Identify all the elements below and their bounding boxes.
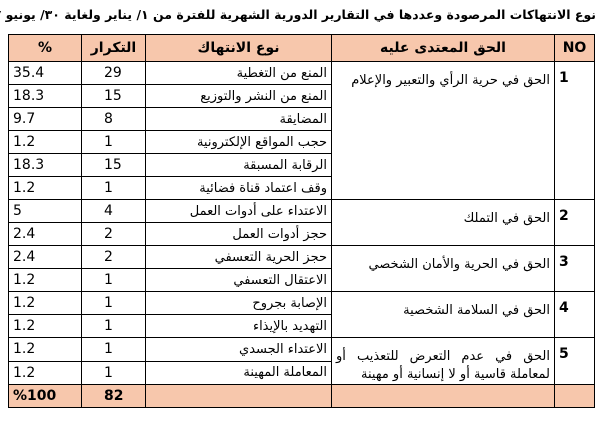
no-cell: 3 xyxy=(555,246,595,292)
type-cell: حجب المواقع الإلكترونية xyxy=(146,131,332,154)
total-empty-right xyxy=(332,385,555,408)
count-cell: 15 xyxy=(82,154,146,177)
header-pct: % xyxy=(9,35,82,62)
table-row xyxy=(9,246,595,269)
no-cell: 5 xyxy=(555,338,595,385)
pct-cell: 1.2 xyxy=(9,338,82,362)
pct-cell: 5 xyxy=(9,200,82,223)
type-cell: الاعتداء على أدوات العمل xyxy=(146,200,332,223)
no-cell: 4 xyxy=(555,292,595,338)
type-cell: حجز أدوات العمل xyxy=(146,223,332,246)
no-cell: 1 xyxy=(555,62,595,200)
total-empty-type xyxy=(146,385,332,408)
type-cell: وقف اعتماد قناة فضائية xyxy=(146,177,332,200)
pct-cell: 2.4 xyxy=(9,246,82,269)
count-cell: 1 xyxy=(82,177,146,200)
violations-table xyxy=(8,34,595,408)
right-cell: الحق في السلامة الشخصية xyxy=(332,292,555,338)
count-cell: 2 xyxy=(82,246,146,269)
type-cell: المنع من التغطية xyxy=(146,62,332,85)
type-cell: الرقابة المسبقة xyxy=(146,154,332,177)
pct-cell: 1.2 xyxy=(9,361,82,385)
count-cell: 1 xyxy=(82,315,146,338)
type-cell: المنع من النشر والتوزيع xyxy=(146,85,332,108)
header-right: الحق المعتدى عليه xyxy=(332,35,555,62)
table-title: نوع الانتهاكات المرصودة وعددها في التقارير الدورية الشهرية للفترة من ١/ يناير ولغاية ٣٠/ يونيو xyxy=(5,7,596,22)
header-no: NO xyxy=(555,35,595,62)
pct-cell: 1.2 xyxy=(9,292,82,315)
type-cell: الاعتقال التعسفي xyxy=(146,269,332,292)
table-row xyxy=(9,62,595,85)
right-cell: الحق في الحرية والأمان الشخصي xyxy=(332,246,555,292)
count-cell: 1 xyxy=(82,269,146,292)
count-cell: 1 xyxy=(82,361,146,385)
type-cell: حجز الحرية التعسفي xyxy=(146,246,332,269)
total-pct: %100 xyxy=(9,385,82,408)
pct-cell: 1.2 xyxy=(9,177,82,200)
pct-cell: 9.7 xyxy=(9,108,82,131)
right-cell: الحق في عدم التعرض للتعذيب أو لمعاملة قاسية أو لا إنسانية أو مهينة xyxy=(332,338,555,385)
pct-cell: 1.2 xyxy=(9,269,82,292)
type-cell: المضايقة xyxy=(146,108,332,131)
count-cell: 1 xyxy=(82,131,146,154)
table-row xyxy=(9,338,595,362)
header-type: نوع الانتهاك xyxy=(146,35,332,62)
header-row xyxy=(9,35,595,62)
pct-cell: 1.2 xyxy=(9,315,82,338)
total-row xyxy=(9,385,595,408)
count-cell: 15 xyxy=(82,85,146,108)
type-cell: الاعتداء الجسدي xyxy=(146,338,332,362)
count-cell: 8 xyxy=(82,108,146,131)
no-cell: 2 xyxy=(555,200,595,246)
table-row xyxy=(9,200,595,223)
type-cell: المعاملة المهينة xyxy=(146,361,332,385)
right-cell: الحق في حرية الرأي والتعبير والإعلام xyxy=(332,62,555,200)
count-cell: 2 xyxy=(82,223,146,246)
table-row xyxy=(9,292,595,315)
right-cell: الحق في التملك xyxy=(332,200,555,246)
total-empty-no xyxy=(555,385,595,408)
count-cell: 29 xyxy=(82,62,146,85)
count-cell: 4 xyxy=(82,200,146,223)
pct-cell: 1.2 xyxy=(9,131,82,154)
count-cell: 1 xyxy=(82,292,146,315)
pct-cell: 2.4 xyxy=(9,223,82,246)
count-cell: 1 xyxy=(82,338,146,362)
pct-cell: 35.4 xyxy=(9,62,82,85)
pct-cell: 18.3 xyxy=(9,154,82,177)
header-count: التكرار xyxy=(82,35,146,62)
pct-cell: 18.3 xyxy=(9,85,82,108)
type-cell: التهديد بالإيذاء xyxy=(146,315,332,338)
total-count: 82 xyxy=(82,385,146,408)
type-cell: الإصابة بجروح xyxy=(146,292,332,315)
